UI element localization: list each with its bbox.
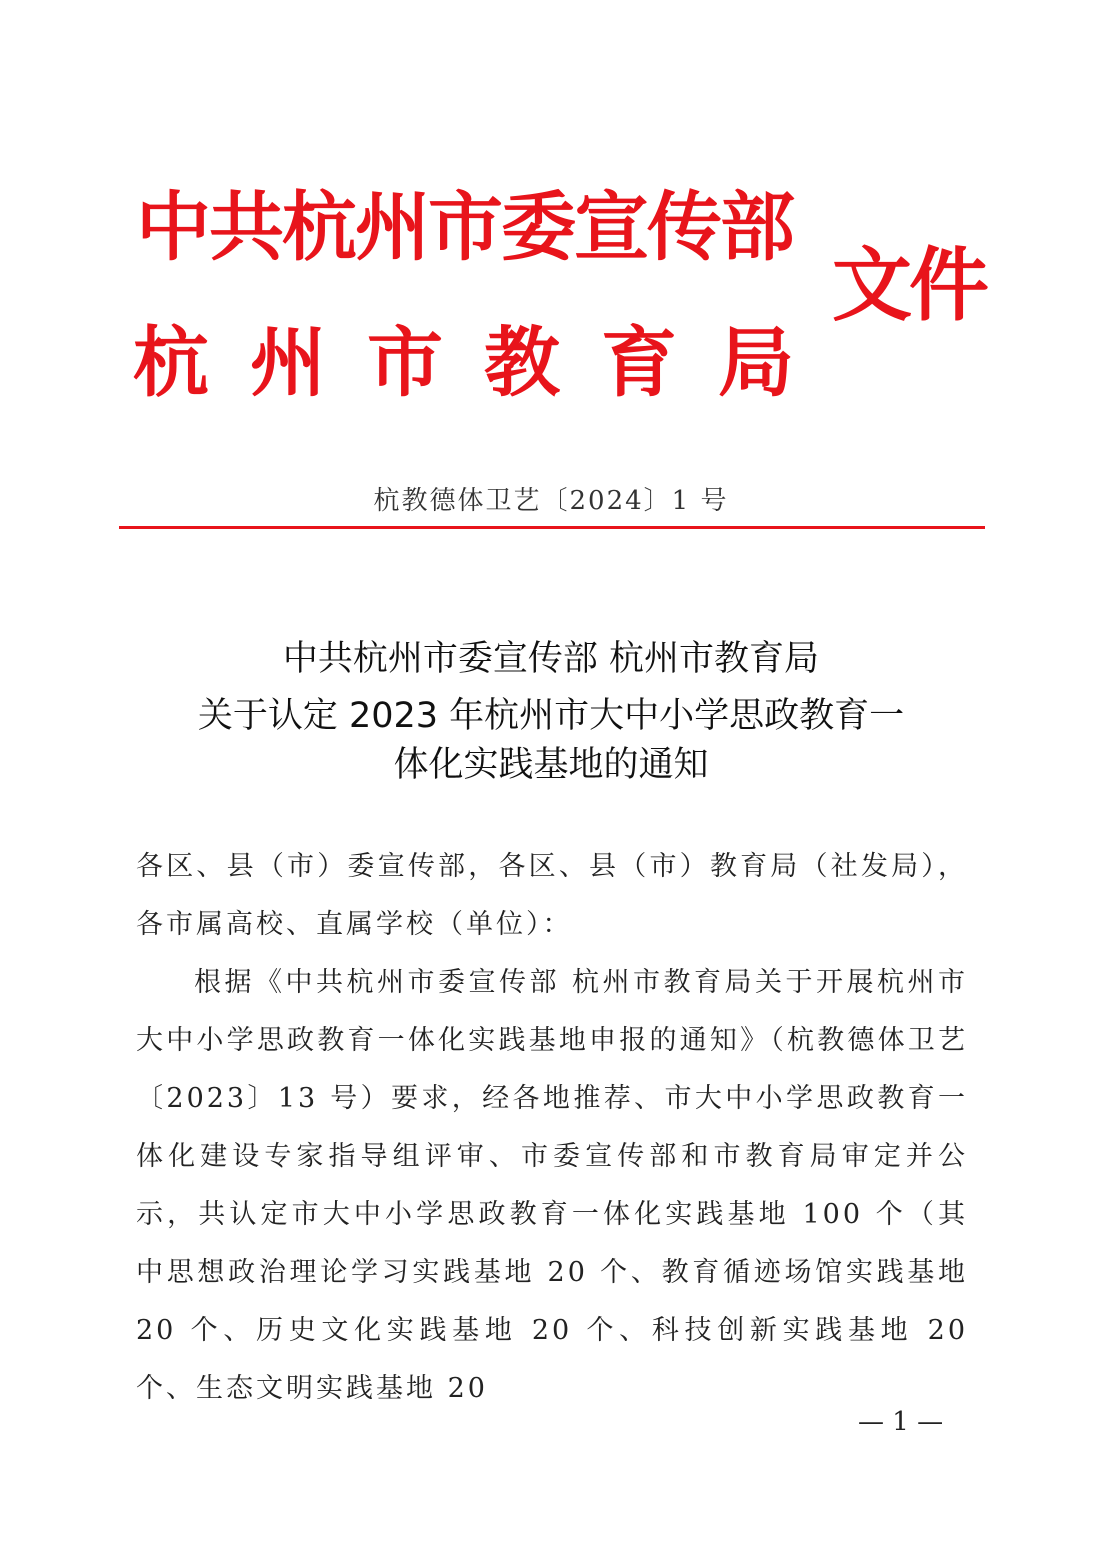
body-paragraph: 根据《中共杭州市委宣传部 杭州市教育局关于开展杭州市大中小学思政教育一体化实践基地申报的通知》（杭教德体卫艺〔2023〕13 号）要求，经各地推荐、市大中小学思政教育一体化建设专家指导组评审、市委宣传部和市教育局审定并公示，共认定市大中小学思政教育一体化实践基地 100 个（其中思想政治理论学习实践基地 20 个、教育循迹场馆实践基地 20 个、历史文化实践基地 20 个、科技创新实践基地 20 个、生态文明实践基地 20	[136, 967, 968, 1404]
document-number: 杭教德体卫艺〔2024〕1 号	[373, 486, 729, 516]
title-line-1: 中共杭州市委宣传部 杭州市教育局	[282, 639, 820, 679]
issuing-org-propaganda-dept: 中共杭州市委宣传部	[136, 183, 794, 271]
title-line-2: 关于认定 2023 年杭州市大中小学思政教育一	[197, 696, 905, 736]
document-type-label: 文件	[832, 239, 986, 332]
addressee-paragraph: 各区、县（市）委宣传部，各区、县（市）教育局（社发局），各市属高校、直属学校（单位）：	[136, 851, 968, 940]
red-divider-line	[119, 526, 985, 529]
issuing-org-education-bureau: 杭州市教育局	[133, 318, 835, 407]
title-line-3: 体化实践基地的通知	[393, 745, 709, 785]
page-number: — 1 —	[858, 1407, 944, 1437]
